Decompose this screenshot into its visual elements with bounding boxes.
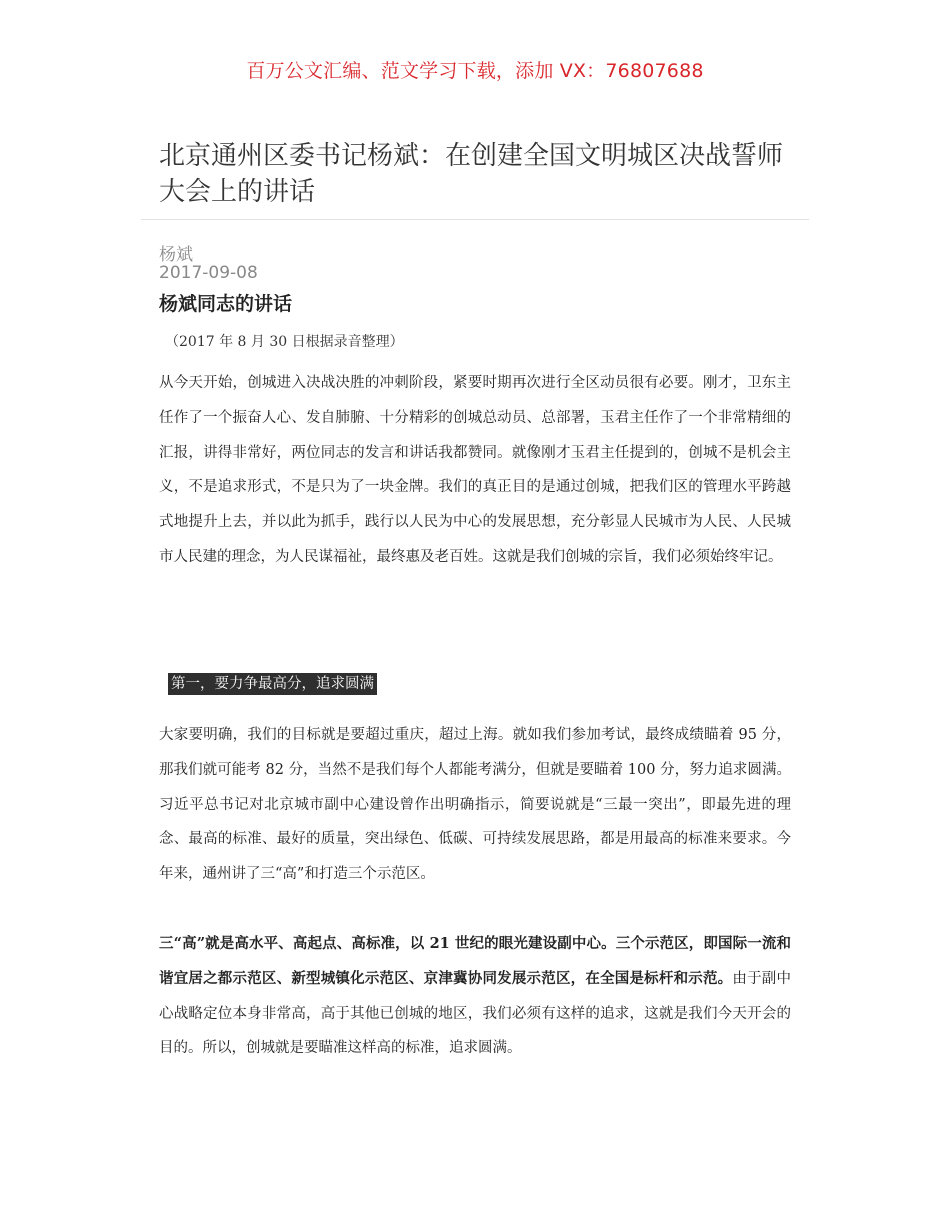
section-heading-1: 第一，要力争最高分，追求圆满 bbox=[168, 673, 377, 695]
article-author: 杨斌 bbox=[159, 245, 193, 265]
promo-banner: 百万公文汇编、范文学习下载，添加 VX：76807688 bbox=[246, 60, 704, 82]
title-divider bbox=[141, 219, 809, 220]
speech-subtitle: 杨斌同志的讲话 bbox=[159, 293, 293, 315]
paragraph-three-high-bold: 三“高”就是高水平、高起点、高标准，以 21 世纪的眼光建设副中心。三个示范区，即国际一流和谐宜居之都示范区、新型城镇化示范区、京津冀协同发展示范区，在全国是标杆和示范。 bbox=[159, 935, 791, 987]
paragraph-three-high bbox=[159, 927, 791, 1066]
paragraph-goal: 大家要明确，我们的目标就是要超过重庆，超过上海。就如我们参加考试，最终成绩瞄着 95 分，那我们就可能考 82 分，当然不是我们每个人都能考满分，但就是要瞄着 100 分，努力追求圆满。习近平总书记对北京城市副中心建设曾作出明确指示，简要说就是“三最一突出”，即最先进的理念、最高的标准、最好的质量，突出绿色、低碳、可持续发展思路，都是用最高的标准来要求。今年来，通州讲了三“高”和打造三个示范区。 bbox=[159, 727, 791, 883]
article-title: 北京通州区委书记杨斌：在创建全国文明城区决战誓师大会上的讲话 bbox=[159, 141, 784, 207]
paragraph-three-high-rest: 由于副中心战略定位本身非常高，高于其他已创城的地区，我们必须有这样的追求，这就是我们今天开会的目的。所以，创城就是要瞄准这样高的标准，追求圆满。 bbox=[159, 970, 791, 1057]
article-date: 2017-09-08 bbox=[159, 263, 258, 283]
recording-note: （2017 年 8 月 30 日根据录音整理） bbox=[165, 334, 404, 350]
paragraph-intro: 从今天开始，创城进入决战决胜的冲刺阶段，紧要时期再次进行全区动员很有必要。刚才，卫东主任作了一个振奋人心、发自肺腑、十分精彩的创城总动员、总部署，玉君主任作了一个非常精细的汇报，讲得非常好，两位同志的发言和讲话我都赞同。就像刚才玉君主任提到的，创城不是机会主义，不是追求形式，不是只为了一块金牌。我们的真正目的是通过创城，把我们区的管理水平跨越式地提升上去，并以此为抓手，践行以人民为中心的发展思想，充分彰显人民城市为人民、人民城市人民建的理念，为人民谋福祉，最终惠及老百姓。这就是我们创城的宗旨，我们必须始终牢记。 bbox=[159, 375, 791, 565]
